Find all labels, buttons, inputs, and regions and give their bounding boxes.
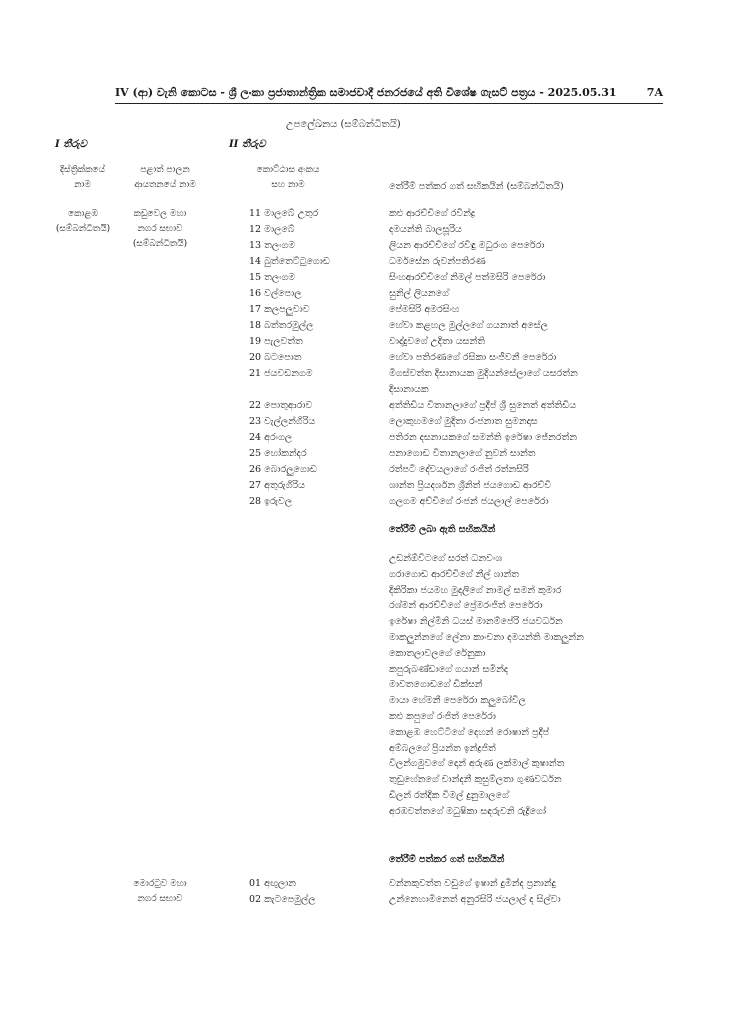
authority-header-line2: ආයතනයේ නාම (134, 180, 196, 190)
authority-cell-2 (120, 877, 200, 907)
list-item: කපුරුබණ්ඩාගේ ගයාන් සමින්ද (389, 663, 509, 675)
authority-cell (120, 207, 200, 252)
member-name: හේවා කළහල මුල්ලගේ ගයනාත් අසේල (389, 320, 548, 331)
page-number: 7A (646, 86, 663, 99)
members-header: තේරීම් පත්කර ගත් සභිකයින් (සම්බන්ධිතයි) (389, 181, 564, 192)
section2-heading: තේරීම් පත්කර ගත් සභිකයින් (389, 854, 505, 865)
member-name: දමයන්ති බාලසූරිය (389, 224, 462, 235)
member-name: වාද්දුවගේ උදිතා යසන්ති (389, 336, 485, 347)
member-name: ගලගම අච්චිගේ රංජන් ජයලාල් පෙරේරා (389, 496, 549, 507)
list-item: මායා හේමනී පෙරේරා කලුබෝවිල (389, 695, 526, 707)
ward-number-name: 18 බත්තරමුල්ල (249, 320, 314, 331)
member-list (389, 553, 584, 822)
authority2-name-line1: මොරටුව මහා (133, 879, 187, 889)
gazette-header-title: IV (ආ) වැනි කොටස - ශ්‍රී ලංකා ප්‍රජාතාන්ත්‍රික සමාජවාදී ජනරජයේ අති විශේෂ ගැසට් පත්‍රය - 2025.05.31 (115, 86, 617, 99)
member-name: වන්නකුවත්ත වඩුගේ ඉෂාන් දුමින්ද ප්‍රනාන්දු (389, 878, 556, 889)
list-item: අරඹවත්තගේ මධුෂිකා සඳරුවනි රුද්‍රිගෝ (389, 805, 547, 817)
ward-number-name: 19 පැලවත්ත (249, 336, 303, 347)
member-name: ධර්මසේන රුවන්පතිරණ (389, 256, 486, 267)
member-name: ශාන්ත ප්‍රියදර්ශන ශ්‍රීනිත් ජයගොඩ ආරච්චි (389, 480, 552, 491)
district-header-line2: නාම (74, 180, 91, 190)
district-note: (සම්බන්ධිතයි) (55, 224, 111, 234)
column-1-label: I තීරුව (55, 139, 87, 150)
district-cell (50, 207, 116, 237)
ward-number-name: 28 ඉරුවල (249, 496, 293, 507)
member-name: පනාගොඩ විතානලාගේ නුවන් සාන්ත (389, 448, 536, 459)
list-item: රශ්මන් ආරච්චිගේ ප්‍රේමරංජිත් පෙරේරා (389, 600, 543, 612)
member-name: රත්පටි දේවයලාගේ රංජිත් රත්නසිරි (389, 464, 529, 475)
ward-number-name: 16 වල්පොල (249, 288, 302, 299)
member-name: පේමසිරි අමරසිංහ (389, 304, 460, 315)
schedule-title: උපලේඛනය (සම්බන්ධිතයි) (286, 119, 401, 130)
ward-number-name: 24 අරංගල (249, 432, 293, 443)
member-name: සිංහආරච්චිගේ නිමල් පත්මසිරි පෙරේරා (389, 272, 546, 283)
ward-number-name: 12 මාලබේ (249, 224, 295, 235)
member-name: අත්තිඩිය විතානලාගේ ප්‍රදීප් ශ්‍රී සුනෙත් අත්තිඩිය (389, 400, 577, 411)
list-item: උඩන්ඕවිටගේ සරත් ධනවංශ (389, 553, 503, 564)
ward-number-name: 15 තලංගම (249, 272, 296, 283)
ward-number-name: 21 ජයවඩනගම (249, 368, 313, 379)
list-item: විලන්ගමුවගේ දොන් අරුණ ලක්මාල් කුෂාන්ත (389, 758, 565, 770)
ward-number-name: 26 බොරලුගොඩ (249, 464, 317, 475)
member-name: පතිරන දසනායකගේ සමන්ති ඉරේෂා ජේනරත්න (389, 432, 577, 443)
authority-header (120, 163, 210, 193)
ward-number-name: 25 හෝකන්දර (249, 448, 307, 459)
ward-header-line2: සහ නාම (271, 180, 305, 190)
list-item: කළු කපුගේ රංජිත් පෙරේරා (389, 710, 496, 722)
list-item: ගරාගොඩ ආරච්චිගේ නීල් ශාන්ත (389, 568, 519, 580)
member-name: උන්නෙහාමිනෙත් අනුරසිරි ජයලාල් ද සිල්වා (389, 894, 561, 905)
member-name-continued: දිසානායක (389, 384, 429, 395)
ward-number-name: 17 කලපලුවාව (249, 304, 310, 315)
authority2-name-line2: නගර සභාව (137, 894, 183, 904)
list-item: ඉරේෂා නිල්මිනි ධයස් මානම්පේරි ජයවර්ධන (389, 616, 563, 628)
member-name: ලොකුහමගේ මුදිතා රංජනාත සුමනදාස (389, 416, 538, 427)
ward-number-name: 23 වැල්ලන්ගිරිය (249, 416, 316, 427)
column-2-label: II තීරුව (229, 139, 266, 150)
member-name: සුනිල් ලියනගේ (389, 288, 449, 299)
ward-header-line1: කොට්ඨාස අංකය (256, 165, 320, 175)
ward-number-name: 13 තලංගම (249, 240, 296, 251)
authority-name-note: (සම්බන්ධිතයි) (132, 239, 188, 249)
district-header-line1: දිස්ත්‍රික්කයේ (60, 165, 105, 175)
ward-number-name: 22 පොතුආරාව (249, 400, 313, 411)
ward-number-name: 14 බුත්තෙට්ටුගොඩ (249, 256, 330, 267)
member-name: හේවා පතිරණගේ රසිකා සංජීවනී පෙරේරා (389, 352, 557, 363)
authority-header-line1: පළාත් පාලන (140, 165, 190, 175)
list-item: ඩිලන් රත්දික විමල් දුනුමාලගේ (389, 789, 509, 801)
list-item: අම්බලගේ ප්‍රියන්ත ඉන්ද්‍රජිත් (389, 742, 496, 754)
ward-header (238, 163, 338, 193)
ward-number-name: 01 අඟුලාන (249, 878, 296, 889)
district-header (40, 163, 125, 193)
list-item: මාවතගොඩගේ ඩික්සන් (389, 679, 483, 691)
list-heading: තේරීම් ලබා ඇති සභිකයින් (389, 524, 496, 535)
member-name: මීගස්වත්ත දිසානායක මුදියන්සේලාගේ යසරත්න (389, 368, 578, 379)
ward-number-name: 02 කැටපෙමුල්ල (249, 894, 316, 905)
ward-number-name: 11 මාලබේ උතුර (249, 208, 319, 219)
list-item: කොළඹ හෙට්ටිගේ දෙහන් රොෂාන් ප්‍රදීප් (389, 726, 550, 738)
authority-name-line2: නගර සභාව (137, 224, 183, 234)
list-item: කොතලාවලගේ රේනුකා (389, 647, 486, 659)
list-item: දිකිරිකා ජයමහ මුදලිගේ නාමල් සමන් කුමාර (389, 584, 562, 596)
list-item: මාකලුන්නගේ ලේනා කාංචනා දමයන්ති මාකලුන්න (389, 631, 584, 643)
list-item: තුඩුහේනගේ චාන්දනී කුසුම්ලතා ගුණවර්ධන (389, 774, 562, 786)
district-name: කොළඹ (68, 209, 98, 219)
ward-number-name: 27 අතුරුගිරිය (249, 480, 305, 491)
header-rule (115, 103, 663, 104)
member-name: කළු ආරච්චිගේ රවීන්ද්‍ර (389, 208, 476, 219)
ward-number-name: 20 බටපොත (249, 352, 302, 363)
member-name: ලියන ආරච්චිගේ රවිඳු මධුරංග පෙරේරා (389, 240, 545, 251)
authority-name-line1: කඩුවෙල මහා (133, 209, 187, 219)
